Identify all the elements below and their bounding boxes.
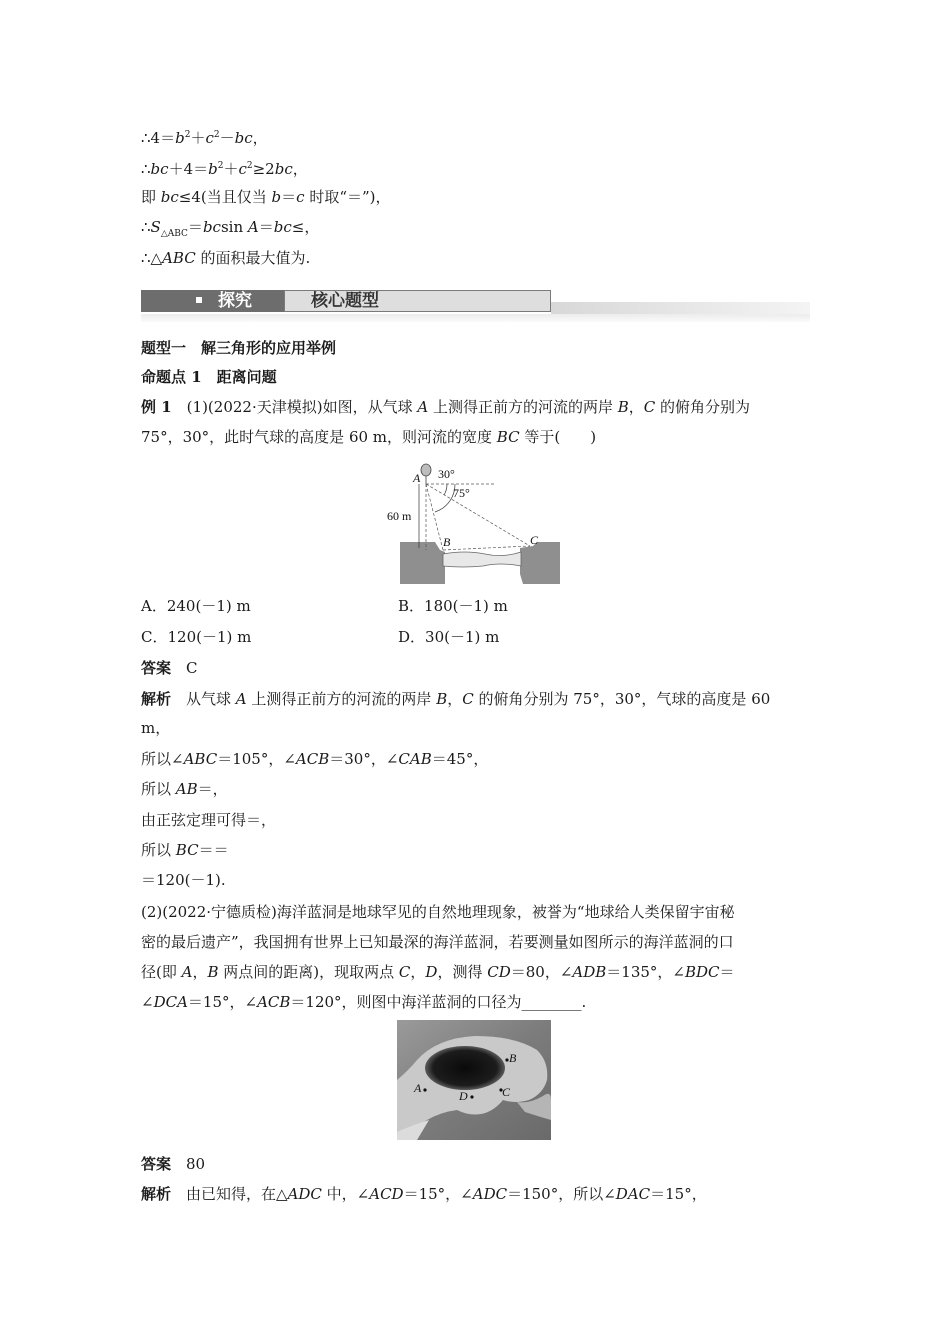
- derivation-line-5: ∴△ABC 的面积最大值为.: [141, 249, 311, 267]
- banner-dark-block: [141, 290, 284, 312]
- left-bank: [400, 542, 445, 584]
- label-angle-30: 30°: [438, 467, 455, 481]
- sub-title: 命题点 1 距离问题: [141, 368, 277, 386]
- analysis1-line-1: 解析 从气球 A 上测得正前方的河流的两岸 B，C 的俯角分别为 75°，30°，气球的高度是 60: [141, 690, 771, 708]
- option-a: A．240(－1) m: [141, 597, 251, 615]
- derivation-line-3: 即 bc≤4(当且仅当 b＝c 时取“＝”)，: [141, 188, 391, 206]
- example1-line-1: 例 1 (1)(2022·天津模拟)如图，从气球 A 上测得正前方的河流的两岸 B，C 的俯角分别为: [141, 398, 751, 416]
- derivation-line-2: $\therefore bc+4=b^2+c^2\ge 2bc$，: [141, 160, 308, 178]
- analysis1-line-5: 由正弦定理可得＝，: [141, 811, 277, 829]
- example2-line-3: 径(即 A，B 两点间的距离)，现取两点 C，D，测得 CD＝80，∠ADB＝135°，∠BDC＝: [141, 963, 735, 981]
- type-title: 题型一 解三角形的应用举例: [141, 339, 337, 357]
- banner-left-label: 探究: [218, 291, 252, 311]
- analysis2-line-1: 解析 由已知得，在△ADC 中，∠ACD＝15°，∠ADC＝150°，所以∠DAC＝15°，: [141, 1185, 707, 1203]
- photo-label-D: D: [459, 1089, 468, 1103]
- analysis1-line-4: 所以 AB＝，: [141, 780, 228, 798]
- blue-hole-photo: [397, 1020, 551, 1140]
- label-height: 60 m: [387, 509, 412, 523]
- analysis1-line-7: ＝120(－1).: [141, 871, 226, 889]
- banner-right-label: 核心题型: [311, 291, 379, 311]
- label-C: C: [530, 533, 539, 547]
- option-c: C．120(－1) m: [141, 628, 252, 646]
- label-angle-75: 75°: [453, 486, 470, 500]
- blue-hole: [425, 1046, 505, 1090]
- river: [443, 552, 521, 567]
- right-bank: [520, 542, 560, 584]
- balloon-icon: [421, 464, 431, 476]
- example2-line-2: 密的最后遗产”，我国拥有世界上已知最深的海洋蓝洞，若要测量如图所示的海洋蓝洞的口: [141, 933, 734, 951]
- photo-label-C: C: [502, 1085, 511, 1099]
- analysis1-line-3: 所以∠ABC＝105°，∠ACB＝30°，∠CAB＝45°，: [141, 750, 489, 768]
- example2-line-4: ∠DCA＝15°，∠ACB＝120°，则图中海洋蓝洞的口径为________.: [141, 993, 587, 1011]
- balloon-river-figure: [387, 462, 565, 584]
- example1-line-2: 75°，30°，此时气球的高度是 60 m，则河流的宽度 BC 等于( ): [141, 428, 597, 446]
- example2-line-1: (2)(2022·宁德质检)海洋蓝洞是地球罕见的自然地理现象，被誉为“地球给人类保留宇宙秘: [141, 903, 735, 921]
- option-d: D．30(－1) m: [398, 628, 500, 646]
- answer-1: 答案 C: [141, 659, 198, 677]
- option-b: B．180(－1) m: [398, 597, 508, 615]
- answer-2: 答案 80: [141, 1155, 206, 1173]
- label-B: B: [443, 535, 451, 549]
- derivation-line-4: $\therefore S_{\triangle ABC}=bcsin$ A＝bc≤，: [141, 218, 320, 239]
- photo-label-A: A: [414, 1081, 422, 1095]
- example-label: 例 1: [141, 398, 172, 416]
- derivation-line-1: $\therefore 4=b^2+c^2-bc$，: [141, 129, 268, 147]
- label-A: A: [413, 471, 421, 485]
- analysis1-line-2: m，: [141, 719, 171, 737]
- analysis1-line-6: 所以 BC＝＝: [141, 841, 229, 859]
- section-banner: [141, 288, 810, 326]
- banner-bullet-icon: [196, 297, 202, 303]
- photo-label-B: B: [509, 1051, 517, 1065]
